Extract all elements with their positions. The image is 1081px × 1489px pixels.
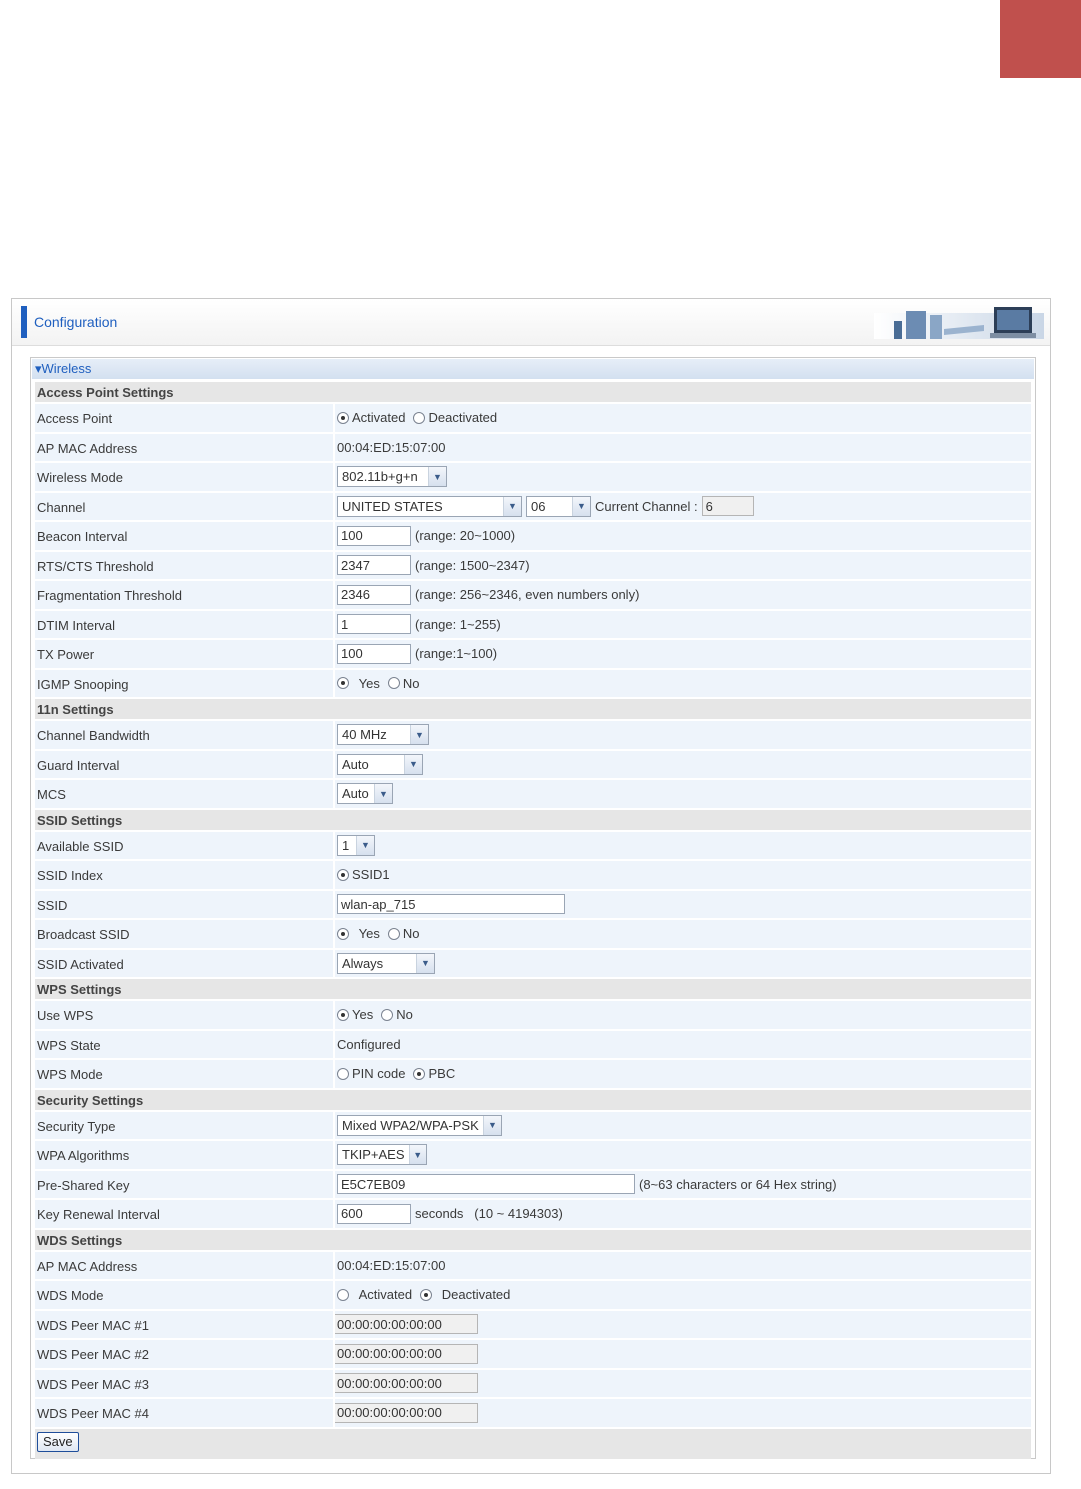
section-header: Access Point Settings [35, 382, 1031, 404]
wds-deactivated-radio[interactable]: Deactivated [420, 1287, 510, 1302]
wireless-settings-box [30, 357, 1036, 1459]
pbc-radio[interactable]: PBC [413, 1066, 455, 1081]
ssid-activated-select[interactable]: Always ▼ [337, 953, 435, 974]
wireless-mode-select[interactable]: 802.11b+g+n ▼ [337, 466, 447, 487]
header-accent-bar [21, 306, 27, 338]
section-header: SSID Settings [35, 810, 1031, 832]
channel-bandwidth-select[interactable]: 40 MHz ▼ [337, 724, 429, 745]
chevron-down-icon: ▼ [356, 836, 374, 855]
wps-yes-radio[interactable]: Yes [337, 1007, 373, 1022]
security-type-select[interactable]: Mixed WPA2/WPA-PSK ▼ [337, 1115, 502, 1136]
configuration-panel [11, 298, 1051, 1474]
ssid-row: SSID wlan-ap_715 [35, 891, 1031, 921]
section-header: WDS Settings [35, 1230, 1031, 1252]
wds-mode-row: WDS Mode Activated Deactivated [35, 1281, 1031, 1311]
tx-power-row: TX Power 100 (range:1~100) [35, 640, 1031, 670]
chevron-down-icon: ▼ [483, 1116, 501, 1135]
fragmentation-input[interactable] [337, 585, 411, 605]
access-point-activated-radio[interactable]: Activated [337, 410, 405, 425]
current-channel-label: Current Channel : [595, 498, 698, 514]
chevron-down-icon: ▼ [404, 755, 422, 774]
ap-mac-value: 00:04:ED:15:07:00 [337, 439, 446, 455]
ssid1-radio[interactable]: SSID1 [337, 867, 390, 882]
guard-interval-row: Guard Interval Auto ▼ [35, 751, 1031, 781]
wds-peer-mac-2-input[interactable] [333, 1344, 478, 1364]
radio-selected-icon [420, 1289, 432, 1301]
chevron-down-icon: ▼ [416, 954, 434, 973]
use-wps-row: Use WPS Yes No [35, 1001, 1031, 1031]
wds-activated-radio[interactable]: Activated [337, 1287, 412, 1302]
wpa-algorithms-select[interactable]: TKIP+AES ▼ [337, 1144, 427, 1165]
ap-mac-row: AP MAC Address 00:04:ED:15:07:00 [35, 434, 1031, 464]
access-point-deactivated-radio[interactable]: Deactivated [413, 410, 497, 425]
radio-empty-icon [388, 677, 400, 689]
chevron-down-icon: ▼ [374, 784, 392, 803]
ssid-activated-row: SSID Activated Always ▼ [35, 950, 1031, 980]
wds-peer-mac-1-row: WDS Peer MAC #1 00:00:00:00:00:00 [35, 1311, 1031, 1341]
radio-empty-icon [381, 1009, 393, 1021]
save-row [35, 1429, 1031, 1459]
save-button[interactable]: Save [37, 1432, 79, 1452]
wds-peer-mac-4-row: WDS Peer MAC #4 00:00:00:00:00:00 [35, 1399, 1031, 1429]
beacon-interval-row: Beacon Interval 100 (range: 20~1000) [35, 522, 1031, 552]
wpa-algorithms-row: WPA Algorithms TKIP+AES ▼ [35, 1141, 1031, 1171]
key-renewal-row: Key Renewal Interval 600 seconds (10 ~ 4194303) [35, 1200, 1031, 1230]
fragmentation-row: Fragmentation Threshold 2346 (range: 256~2346, even numbers only) [35, 581, 1031, 611]
radio-empty-icon [337, 1289, 349, 1301]
chevron-down-icon: ▼ [410, 725, 428, 744]
wireless-mode-row: Wireless Mode 802.11b+g+n ▼ [35, 463, 1031, 493]
wds-peer-mac-1-input[interactable] [333, 1314, 478, 1334]
channel-bandwidth-row: Channel Bandwidth 40 MHz ▼ [35, 721, 1031, 751]
broadcast-ssid-row: Broadcast SSID Yes No [35, 920, 1031, 950]
radio-empty-icon [413, 412, 425, 424]
network-devices-icon [874, 305, 1044, 341]
wds-peer-mac-2-row: WDS Peer MAC #2 00:00:00:00:00:00 [35, 1340, 1031, 1370]
pre-shared-key-row: Pre-Shared Key E5C7EB09 (8~63 characters or 64 Hex string) [35, 1171, 1031, 1201]
access-point-row: Access Point Activated Deactivated [35, 404, 1031, 434]
igmp-no-radio[interactable]: No [388, 676, 420, 691]
radio-empty-icon [388, 928, 400, 940]
channel-select[interactable]: 06 ▼ [526, 496, 591, 517]
radio-selected-icon [337, 869, 349, 881]
rts-threshold-row: RTS/CTS Threshold 2347 (range: 1500~2347) [35, 552, 1031, 582]
dtim-input[interactable] [337, 614, 411, 634]
chevron-down-icon: ▼ [409, 1145, 427, 1164]
wds-peer-mac-3-row: WDS Peer MAC #3 00:00:00:00:00:00 [35, 1370, 1031, 1400]
wps-mode-row: WPS Mode PIN code PBC [35, 1060, 1031, 1090]
chevron-down-icon: ▼ [503, 497, 521, 516]
radio-empty-icon [337, 1068, 349, 1080]
security-type-row: Security Type Mixed WPA2/WPA-PSK ▼ [35, 1112, 1031, 1142]
available-ssid-select[interactable]: 1 ▼ [337, 835, 375, 856]
igmp-yes-radio[interactable]: Yes [337, 676, 380, 691]
tx-power-input[interactable] [337, 644, 411, 664]
section-header: WPS Settings [35, 979, 1031, 1001]
settings-table [35, 382, 1031, 1459]
chevron-down-icon: ▼ [572, 497, 590, 516]
current-channel-field [702, 496, 754, 516]
wds-peer-mac-4-input[interactable] [333, 1403, 478, 1423]
section-header: 11n Settings [35, 699, 1031, 721]
section-header: Security Settings [35, 1090, 1031, 1112]
wds-peer-mac-3-input[interactable] [333, 1373, 478, 1393]
pre-shared-key-input[interactable] [337, 1174, 635, 1194]
beacon-interval-input[interactable] [337, 526, 411, 546]
ssid-index-row: SSID Index SSID1 [35, 861, 1031, 891]
radio-selected-icon [337, 677, 349, 689]
radio-selected-icon [337, 1009, 349, 1021]
rts-threshold-input[interactable] [337, 555, 411, 575]
radio-selected-icon [337, 928, 349, 940]
panel-header [12, 299, 1050, 346]
radio-selected-icon [413, 1068, 425, 1080]
wds-ap-mac-value: 00:04:ED:15:07:00 [337, 1257, 446, 1273]
broadcast-no-radio[interactable]: No [388, 926, 420, 941]
channel-row: Channel UNITED STATES ▼ 06 ▼ Current Channel : 6 [35, 493, 1031, 523]
guard-interval-select[interactable]: Auto ▼ [337, 754, 423, 775]
wps-state-row: WPS State Configured [35, 1031, 1031, 1061]
mcs-select[interactable]: Auto ▼ [337, 783, 393, 804]
broadcast-yes-radio[interactable]: Yes [337, 926, 380, 941]
mcs-row: MCS Auto ▼ [35, 780, 1031, 810]
wds-ap-mac-row: AP MAC Address 00:04:ED:15:07:00 [35, 1252, 1031, 1282]
ssid-input[interactable] [337, 894, 565, 914]
page-title: Configuration [34, 314, 118, 330]
wps-state-value: Configured [337, 1036, 401, 1052]
dtim-row: DTIM Interval 1 (range: 1~255) [35, 611, 1031, 641]
igmp-snooping-row: IGMP Snooping Yes No [35, 670, 1031, 700]
wps-no-radio[interactable]: No [381, 1007, 413, 1022]
corner-decoration [1000, 0, 1081, 78]
available-ssid-row: Available SSID 1 ▼ [35, 832, 1031, 862]
key-renewal-input[interactable] [337, 1204, 411, 1224]
wireless-section-header[interactable] [32, 359, 1034, 379]
country-select[interactable]: UNITED STATES ▼ [337, 496, 522, 517]
radio-selected-icon [337, 412, 349, 424]
chevron-down-icon: ▼ [428, 467, 446, 486]
pin-code-radio[interactable]: PIN code [337, 1066, 405, 1081]
wireless-section-title: ▾Wireless [35, 361, 92, 376]
